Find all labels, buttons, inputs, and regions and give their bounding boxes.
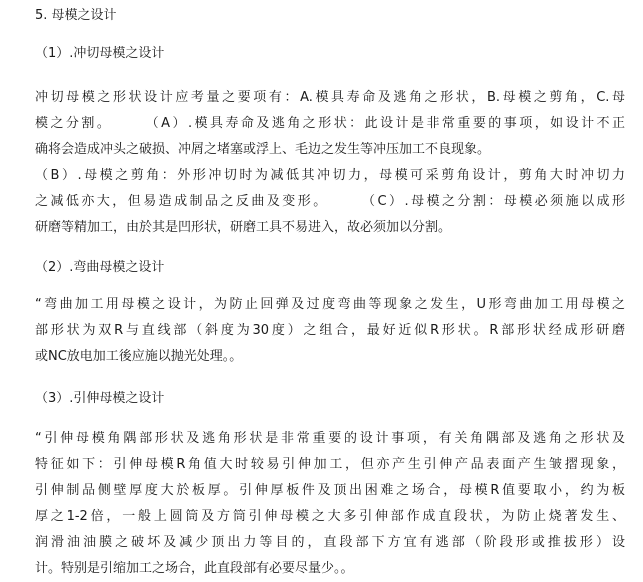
section-3-line: 特征如下：引伸母模R角值大时较易引伸加工，但亦产生引伸产品表面产生皱摺现象， [35, 457, 625, 472]
section-2-body [35, 292, 625, 370]
section-3-line: “引伸母模角隅部形状及逃角形状是非常重要的设计事项，有关角隅部及逃角之形状及 [35, 431, 625, 446]
section-3-line: 润滑油油膜之破坏及减少顶出力等目的，直段部下方宜有逃部（阶段形或推拔形）设 [35, 535, 625, 550]
section-3-line: 计。特别是引缩加工之场合，此直段部有必要尽量少。。 [35, 561, 354, 576]
section-1-line: 冲切母模之形状设计应考量之要项有：A.模具寿命及逃角之形状，B.母模之剪角，C.母 [35, 90, 625, 105]
section-2-line: 部形状为双R与直线部（斜度为30度）之组合，最好近似R形状。R部形状经成形研磨 [35, 323, 625, 338]
section-2-line: “弯曲加工用母模之设计，为防止回弹及过度弯曲等现象之发生，U形弯曲加工用母模之 [35, 297, 625, 312]
section-1-body [35, 85, 625, 241]
section-3-line: 厚之1-2倍，一般上圆筒及方筒引伸母模之大多引伸部作成直段状，为防止烧著发生、 [35, 509, 625, 524]
section-1-line: （B）.母模之剪角：外形冲切时为减低其冲切力，母模可采剪角设计，剪角大时冲切力 [35, 168, 625, 183]
document-title: 5. 母模之设计 [35, 8, 117, 23]
section-1-heading: （1）.冲切母模之设计 [35, 46, 165, 61]
section-3-heading: （3）.引伸母模之设计 [35, 391, 165, 406]
section-2-line: 或NC放电加工後应施以抛光处理。。 [35, 349, 243, 364]
section-2-heading: （2）.弯曲母模之设计 [35, 260, 165, 275]
section-3-line: 引伸制品侧壁厚度大於板厚。引伸厚板件及顶出困难之场合，母模R值要取小，约为板 [35, 483, 625, 498]
section-1-line: 研磨等精加工，由於其是凹形状，研磨工具不易进入，故必须加以分割。 [35, 220, 452, 235]
section-1-line: 确将会造成冲头之破损、冲屑之堵塞或浮上、毛边之发生等冲压加工不良现象。 [35, 142, 491, 157]
section-1-line: 模之分割。 （A）.模具寿命及逃角之形状：此设计是非常重要的事项，如设计不正 [35, 116, 625, 131]
section-1-line: 之减低亦大，但易造成制品之反曲及变形。 （C）.母模之分割：母模必须施以成形 [35, 194, 625, 209]
section-3-body [35, 426, 625, 582]
